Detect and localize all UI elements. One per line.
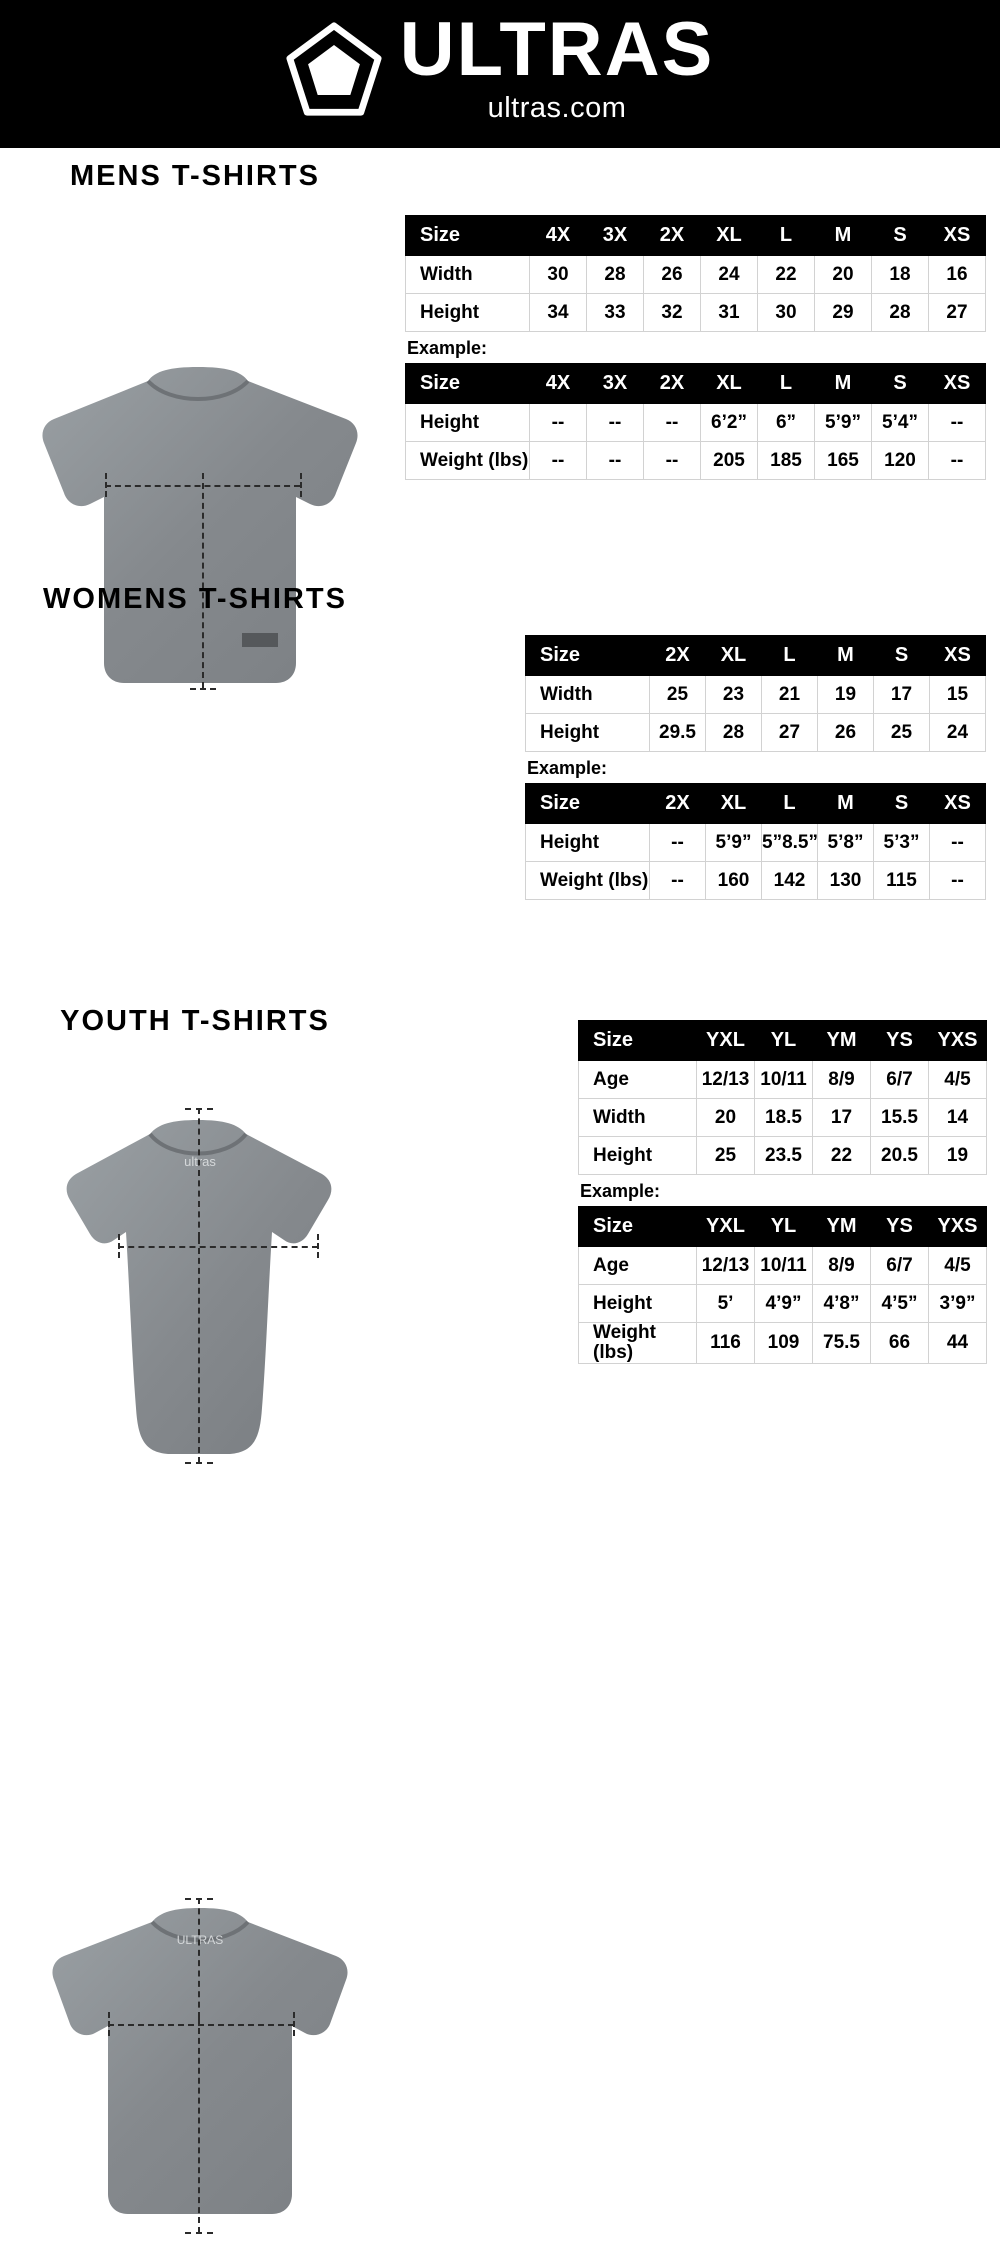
womens-tables <box>525 635 985 900</box>
col-s: S <box>872 216 929 256</box>
youth-title: YOUTH T-SHIRTS <box>60 1005 330 1037</box>
womens-height-guide <box>198 1238 200 1463</box>
col-4x: 4X <box>530 216 587 256</box>
table-row: Height -- 5’9” 5”8.5” 5’8” 5’3” -- <box>526 824 986 862</box>
svg-text:ultras: ultras <box>184 1154 216 1169</box>
mens-title: MENS T-SHIRTS <box>70 160 320 192</box>
womens-tshirt-image <box>30 1108 370 1473</box>
mens-height-guide <box>202 473 204 688</box>
col-size: Size <box>406 216 530 256</box>
womens-width-tick-right <box>317 1234 319 1258</box>
svg-text:ULTRAS: ULTRAS <box>176 1933 224 1947</box>
womens-width-tick-left <box>118 1234 120 1258</box>
youth-height-tick-bottom <box>185 2232 213 2234</box>
womens-section-heading <box>0 583 400 616</box>
table-header-row <box>406 216 986 256</box>
womens-height-tick-top <box>185 1108 213 1110</box>
table-row: Height 29.5 28 27 26 25 24 <box>526 714 986 752</box>
col-m: M <box>815 216 872 256</box>
womens-size-table <box>525 635 986 752</box>
col-xs: XS <box>929 216 986 256</box>
brand-name: ULTRAS <box>399 6 715 92</box>
table-row: Height 5’ 4’9” 4’8” 4’5” 3’9” <box>579 1285 987 1323</box>
mens-width-tick-left <box>105 473 107 497</box>
mens-size-table <box>405 215 986 332</box>
youth-example-label: Example: <box>580 1181 661 1201</box>
brand-url: ultras.com <box>487 91 627 124</box>
col-xl: XL <box>701 216 758 256</box>
col-l: L <box>758 216 815 256</box>
youth-width-guide <box>108 2024 294 2026</box>
table-header-row: Size YXL YL YM YS YXS <box>579 1021 987 1061</box>
youth-width-tick-right <box>293 2012 295 2036</box>
womens-height-tick-bottom <box>185 1462 213 1464</box>
youth-size-table <box>578 1020 987 1175</box>
mens-example-table <box>405 363 986 480</box>
table-header-row: Size 4X 3X 2X XL L M S XS <box>406 364 986 404</box>
youth-height-guide-top <box>198 1898 200 2018</box>
table-row: Weight (lbs) -- -- -- 205 185 165 120 -- <box>406 442 986 480</box>
youth-height-tick-top <box>185 1898 213 1900</box>
mens-section-heading <box>0 160 400 193</box>
table-row: Age 12/13 10/11 8/9 6/7 4/5 <box>579 1061 987 1099</box>
mens-tables <box>405 215 985 480</box>
table-header-row: Size YXL YL YM YS YXS <box>579 1207 987 1247</box>
youth-width-tick-left <box>108 2012 110 2036</box>
mens-tshirt-image <box>20 363 380 703</box>
mens-example-label: Example: <box>407 338 488 358</box>
col-3x: 3X <box>587 216 644 256</box>
youth-height-guide <box>198 2018 200 2233</box>
mens-width-tick-right <box>300 473 302 497</box>
youth-tables <box>578 1020 986 1364</box>
pentagon-logo-icon <box>286 22 382 118</box>
table-row: Height 25 23.5 22 20.5 19 <box>579 1137 987 1175</box>
table-header-row: Size 2X XL L M S XS <box>526 784 986 824</box>
womens-example-table <box>525 783 986 900</box>
youth-section-heading <box>0 1005 400 1038</box>
table-header-row: Size 2X XL L M S XS <box>526 636 986 676</box>
table-row: Width 20 18.5 17 15.5 14 <box>579 1099 987 1137</box>
mens-height-tick-bottom <box>190 688 216 690</box>
womens-example-label: Example: <box>527 758 608 778</box>
table-row: Width 25 23 21 19 17 15 <box>526 676 986 714</box>
site-header <box>0 0 1000 148</box>
col-2x: 2X <box>644 216 701 256</box>
youth-tshirt-image <box>30 1898 370 2243</box>
table-row: Weight (lbs) 116 109 75.5 66 44 <box>579 1323 987 1364</box>
brand <box>286 6 715 126</box>
table-row: Height -- -- -- 6’2” 6” 5’9” 5’4” -- <box>406 404 986 442</box>
table-row: Height 34 33 32 31 30 29 28 27 <box>406 294 986 332</box>
womens-width-guide <box>118 1246 318 1248</box>
table-row: Weight (lbs) -- 160 142 130 115 -- <box>526 862 986 900</box>
table-row: Age 12/13 10/11 8/9 6/7 4/5 <box>579 1247 987 1285</box>
table-row: Width 30 28 26 24 22 20 18 16 <box>406 256 986 294</box>
youth-example-table <box>578 1206 987 1364</box>
womens-title: WOMENS T-SHIRTS <box>43 583 347 615</box>
womens-height-guide-top <box>198 1108 200 1238</box>
